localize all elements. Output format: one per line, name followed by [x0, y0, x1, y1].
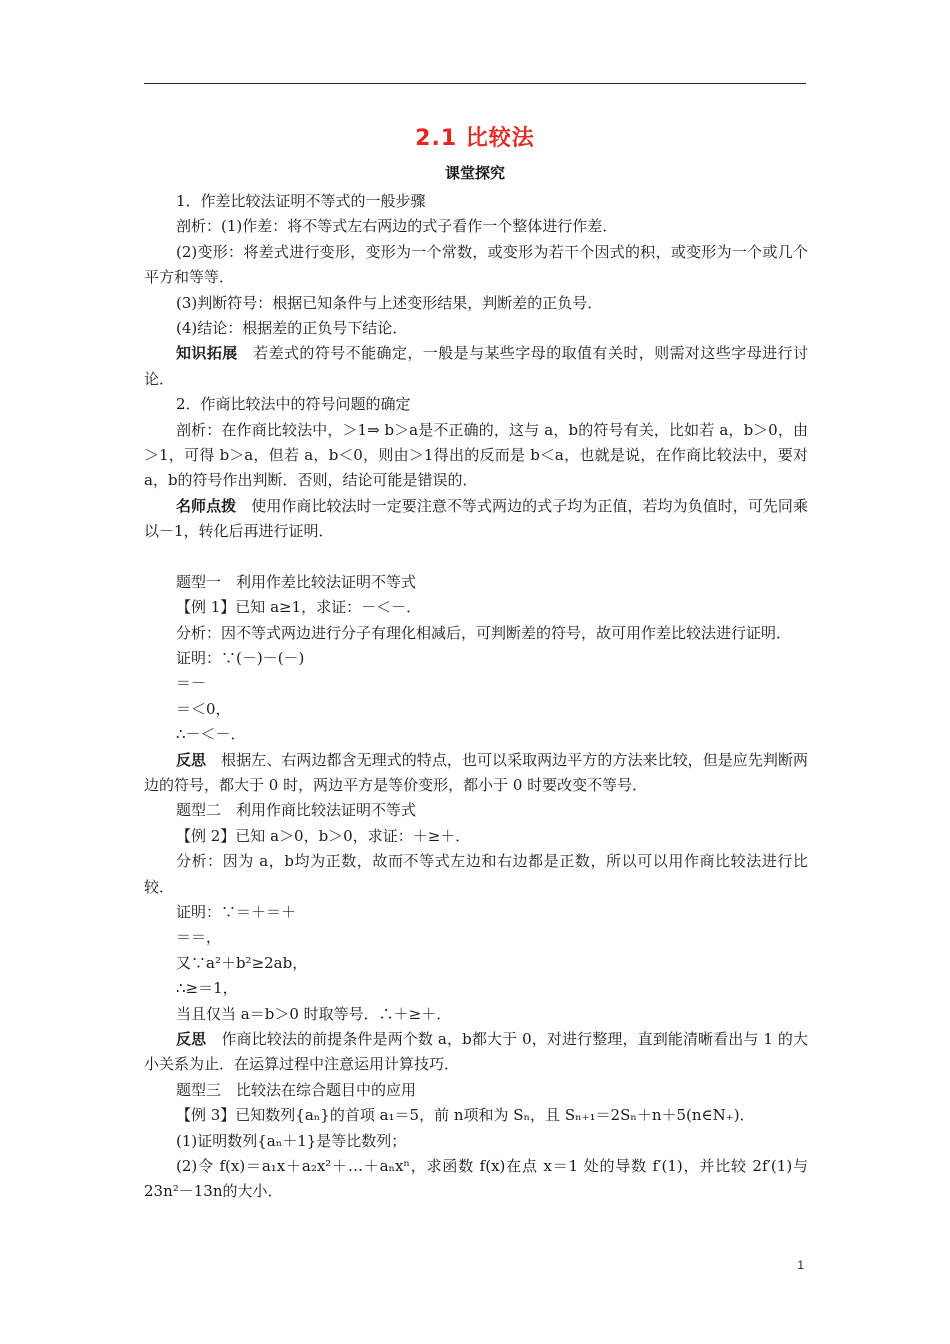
example3-question2: (2)令 f(x)＝a₁x＋a₂x²＋…＋aₙxⁿ，求函数 f(x)在点 x＝1 处的导数 f′(1)，并比较 2f′(1)与 23n²－13n的大小．: [144, 1157, 808, 1201]
example2-proof-line: 又∵a²＋b²≥2ab，: [176, 953, 308, 972]
header-rule: [144, 83, 806, 84]
example1-statement: 【例 1】已知 a≥1，求证：－＜－．: [176, 598, 422, 617]
page-number: 1: [797, 1258, 804, 1272]
example1-reflection: [144, 748, 808, 799]
example2-statement: 【例 2】已知 a＞0，b＞0，求证：＋≥＋．: [176, 826, 471, 845]
example1-analysis: 分析：因不等式两边进行分子有理化相减后，可判断差的符号，故可用作差比较法进行证明．: [176, 623, 792, 642]
example1-proof-line: ＝＜0，: [176, 699, 231, 718]
page-title: 2.1 比较法: [415, 126, 535, 151]
type2-heading: 题型二 利用作商比较法证明不等式: [176, 801, 417, 820]
reflection-text: 作商比较法的前提条件是两个数 a，b都大于 0，对进行整理，直到能清晰看出与 1 的大小关系为止．在运算过程中注意运用计算技巧．: [144, 1030, 808, 1074]
section-subtitle: 课堂探究: [444, 164, 505, 182]
section1-step3: (3)判断符号：根据已知条件与上述变形结果，判断差的正负号．: [176, 293, 603, 312]
example2-proof-line: 证明：∵＝＋＝＋: [176, 902, 297, 921]
type3-heading: 题型三 比较法在综合题目中的应用: [176, 1080, 417, 1099]
section1-step4: (4)结论：根据差的正负号下结论．: [176, 319, 408, 338]
section1-step1: 剖析：(1)作差：将不等式左右两边的式子看作一个整体进行作差．: [176, 217, 618, 236]
type1-heading: 题型一 利用作差比较法证明不等式: [176, 572, 417, 591]
reflection-text: 根据左、右两边都含无理式的特点，也可以采取两边平方的方法来比较，但是应先判断两边的符号，都大于 0 时，两边平方是等价变形，都小于 0 时要改变不等号．: [144, 750, 808, 794]
example2-proof-line: ∴≥＝1，: [176, 979, 238, 998]
example1-proof-line: ∴－＜－．: [176, 725, 246, 744]
knowledge-extension-text: 若差式的符号不能确定，一般是与某些字母的取值有关时，则需对这些字母进行讨论．: [144, 344, 808, 388]
section1-heading: 1．作差比较法证明不等式的一般步骤: [176, 192, 426, 210]
example3-statement: 【例 3】已知数列{aₙ}的首项 a₁＝5，前 n项和为 Sₙ，且 Sₙ₊₁＝2Sₙ＋n＋5(n∈N₊)．: [176, 1106, 755, 1125]
spacer: [144, 545, 808, 570]
example2-analysis: 分析：因为 a，b均为正数，故而不等式左边和右边都是正数，所以可以用作商比较法进行比较．: [144, 852, 808, 896]
teacher-tip: [144, 494, 808, 545]
teacher-tip-text: 使用作商比较法时一定要注意不等式两边的式子均为正值，若均为负值时，可先同乘以－1，转化后再进行证明．: [144, 496, 808, 541]
example2-proof-line: ＝＝，: [176, 928, 222, 947]
example3-question1: (1)证明数列{aₙ＋1}是等比数列；: [176, 1131, 407, 1150]
example2-proof-line: 当且仅当 a＝b＞0 时取等号．∴＋≥＋．: [176, 1004, 452, 1023]
section1-step2: (2)变形：将差式进行变形，变形为一个常数，或变形为若干个因式的积，或变形为一个或几个平方和等等．: [144, 242, 808, 287]
document-body: [144, 189, 808, 1205]
section2-heading: 2．作商比较法中的符号问题的确定: [176, 395, 411, 414]
knowledge-extension: [144, 341, 808, 392]
teacher-tip-label: 名师点拨: [176, 496, 237, 515]
example1-proof-line: ＝－: [176, 674, 207, 693]
example1-proof-line: 证明：∵(－)－(－): [176, 648, 305, 667]
knowledge-extension-label: 知识拓展: [176, 344, 238, 363]
reflection-label: 反思: [176, 750, 207, 769]
section2-analysis: 剖析：在作商比较法中，＞1⇒ b＞a是不正确的，这与 a，b的符号有关，比如若 a，b＞0，由＞1，可得 b＞a，但若 a，b＜0，则由＞1得出的反而是 b＜a，也就是说，在作商比较法中，要对 a，b的符号作出判断．否则，结论可能是错误的．: [144, 420, 808, 490]
example2-reflection: [144, 1027, 808, 1078]
reflection-label: 反思: [176, 1030, 207, 1048]
